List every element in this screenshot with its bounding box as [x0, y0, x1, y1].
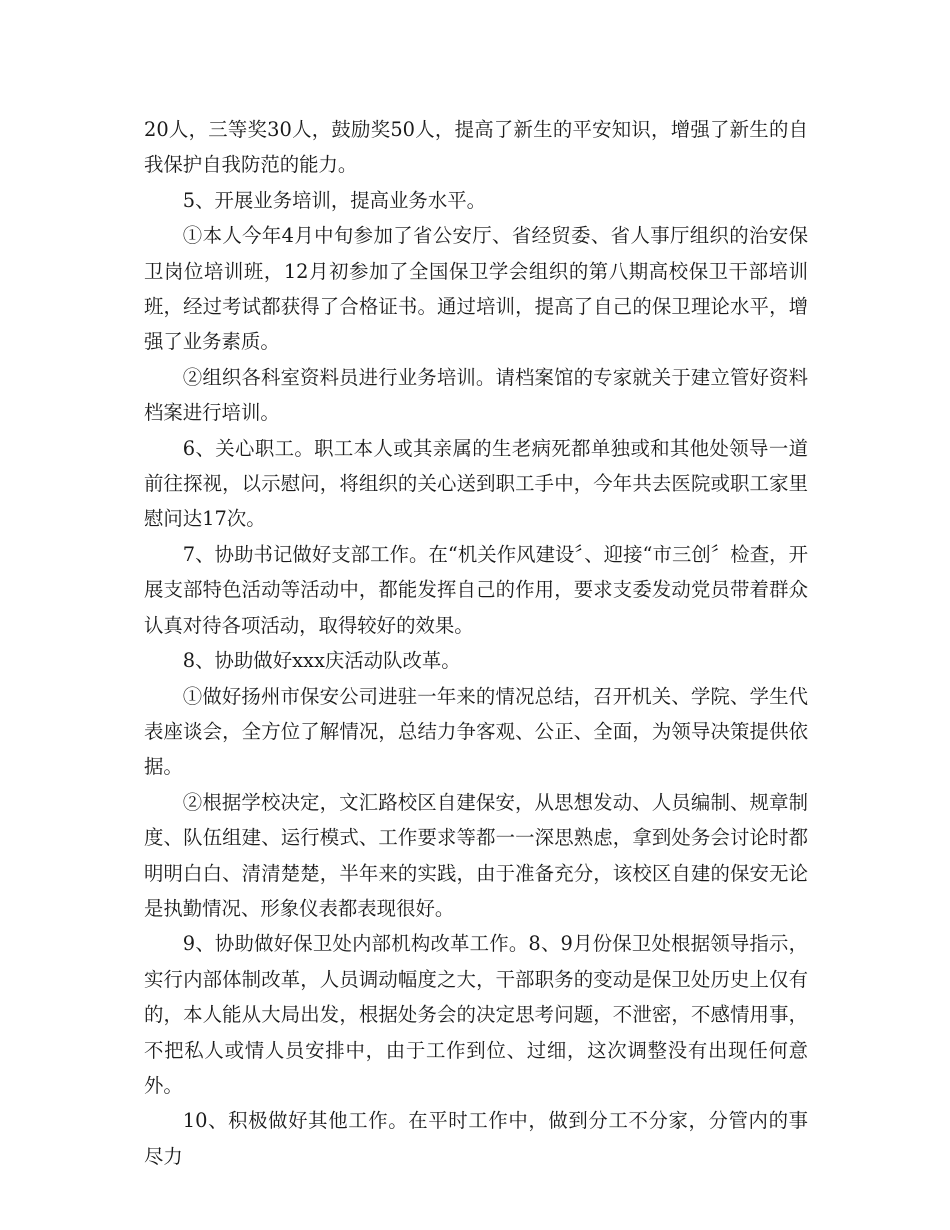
- paragraph-item-6: 6、关心职工。职工本人或其亲属的生老病死都单独或和其他处领导一道前往探视，以示慰问，将组织的关心送到职工手中，今年共去医院或职工家里慰问达17次。: [144, 436, 808, 531]
- paragraph-item-5-sub-2: ②组织各科室资料员进行业务培训。请档案馆的专家就关于建立管好资料档案进行培训。: [144, 365, 808, 425]
- paragraph-item-9: 9、协助做好保卫处内部机构改革工作。8、9月份保卫处根据领导指示，实行内部体制改革，人员调动幅度之大，干部职务的变动是保卫处历史上仅有的，本人能从大局出发，根据处务会的决定思考问题，不泄密，不感情用事，不把私人或情人员安排中，由于工作到位、过细，这次调整没有出现任何意外。: [144, 932, 808, 1097]
- paragraph-item-8-sub-1: ①做好扬州市保安公司进驻一年来的情况总结，召开机关、学院、学生代表座谈会，全方位了解情况，总结力争客观、公正、全面，为领导决策提供依据。: [144, 684, 808, 779]
- paragraph-item-8-sub-2: ②根据学校决定，文汇路校区自建保安，从思想发动、人员编制、规章制度、队伍组建、运行模式、工作要求等都一一深思熟虑，拿到处务会讨论时都明明白白、清清楚楚，半年来的实践，由于准备充分，该校区自建的保安无论是执勤情况、形象仪表都表现很好。: [144, 790, 808, 920]
- paragraph-item-7: 7、协助书记做好支部工作。在“机关作风建设〞、迎接“市三创〞检查，开展支部特色活动等活动中，都能发挥自己的作用，要求支委发动党员带着群众认真对待各项活动，取得较好的效果。: [144, 542, 808, 637]
- paragraph-continuation: 20人，三等奖30人，鼓励奖50人，提高了新生的平安知识，增强了新生的自我保护自我防范的能力。: [144, 118, 808, 177]
- paragraph-item-5-heading: 5、开展业务培训，提高业务水平。: [182, 188, 486, 212]
- paragraph-item-8-heading: 8、协助做好xxx庆活动队改革。: [182, 649, 461, 673]
- document-body: [144, 112, 808, 1174]
- paragraph-item-10: 10、积极做好其他工作。在平时工作中，做到分工不分家，分管内的事尽力: [144, 1109, 808, 1168]
- paragraph-item-5-sub-1: ①本人今年4月中旬参加了省公安厅、省经贸委、省人事厅组织的治安保卫岗位培训班，12月初参加了全国保卫学会组织的第八期高校保卫干部培训班，经过考试都获得了合格证书。通过培训，提高了自己的保卫理论水平，增强了业务素质。: [144, 224, 808, 354]
